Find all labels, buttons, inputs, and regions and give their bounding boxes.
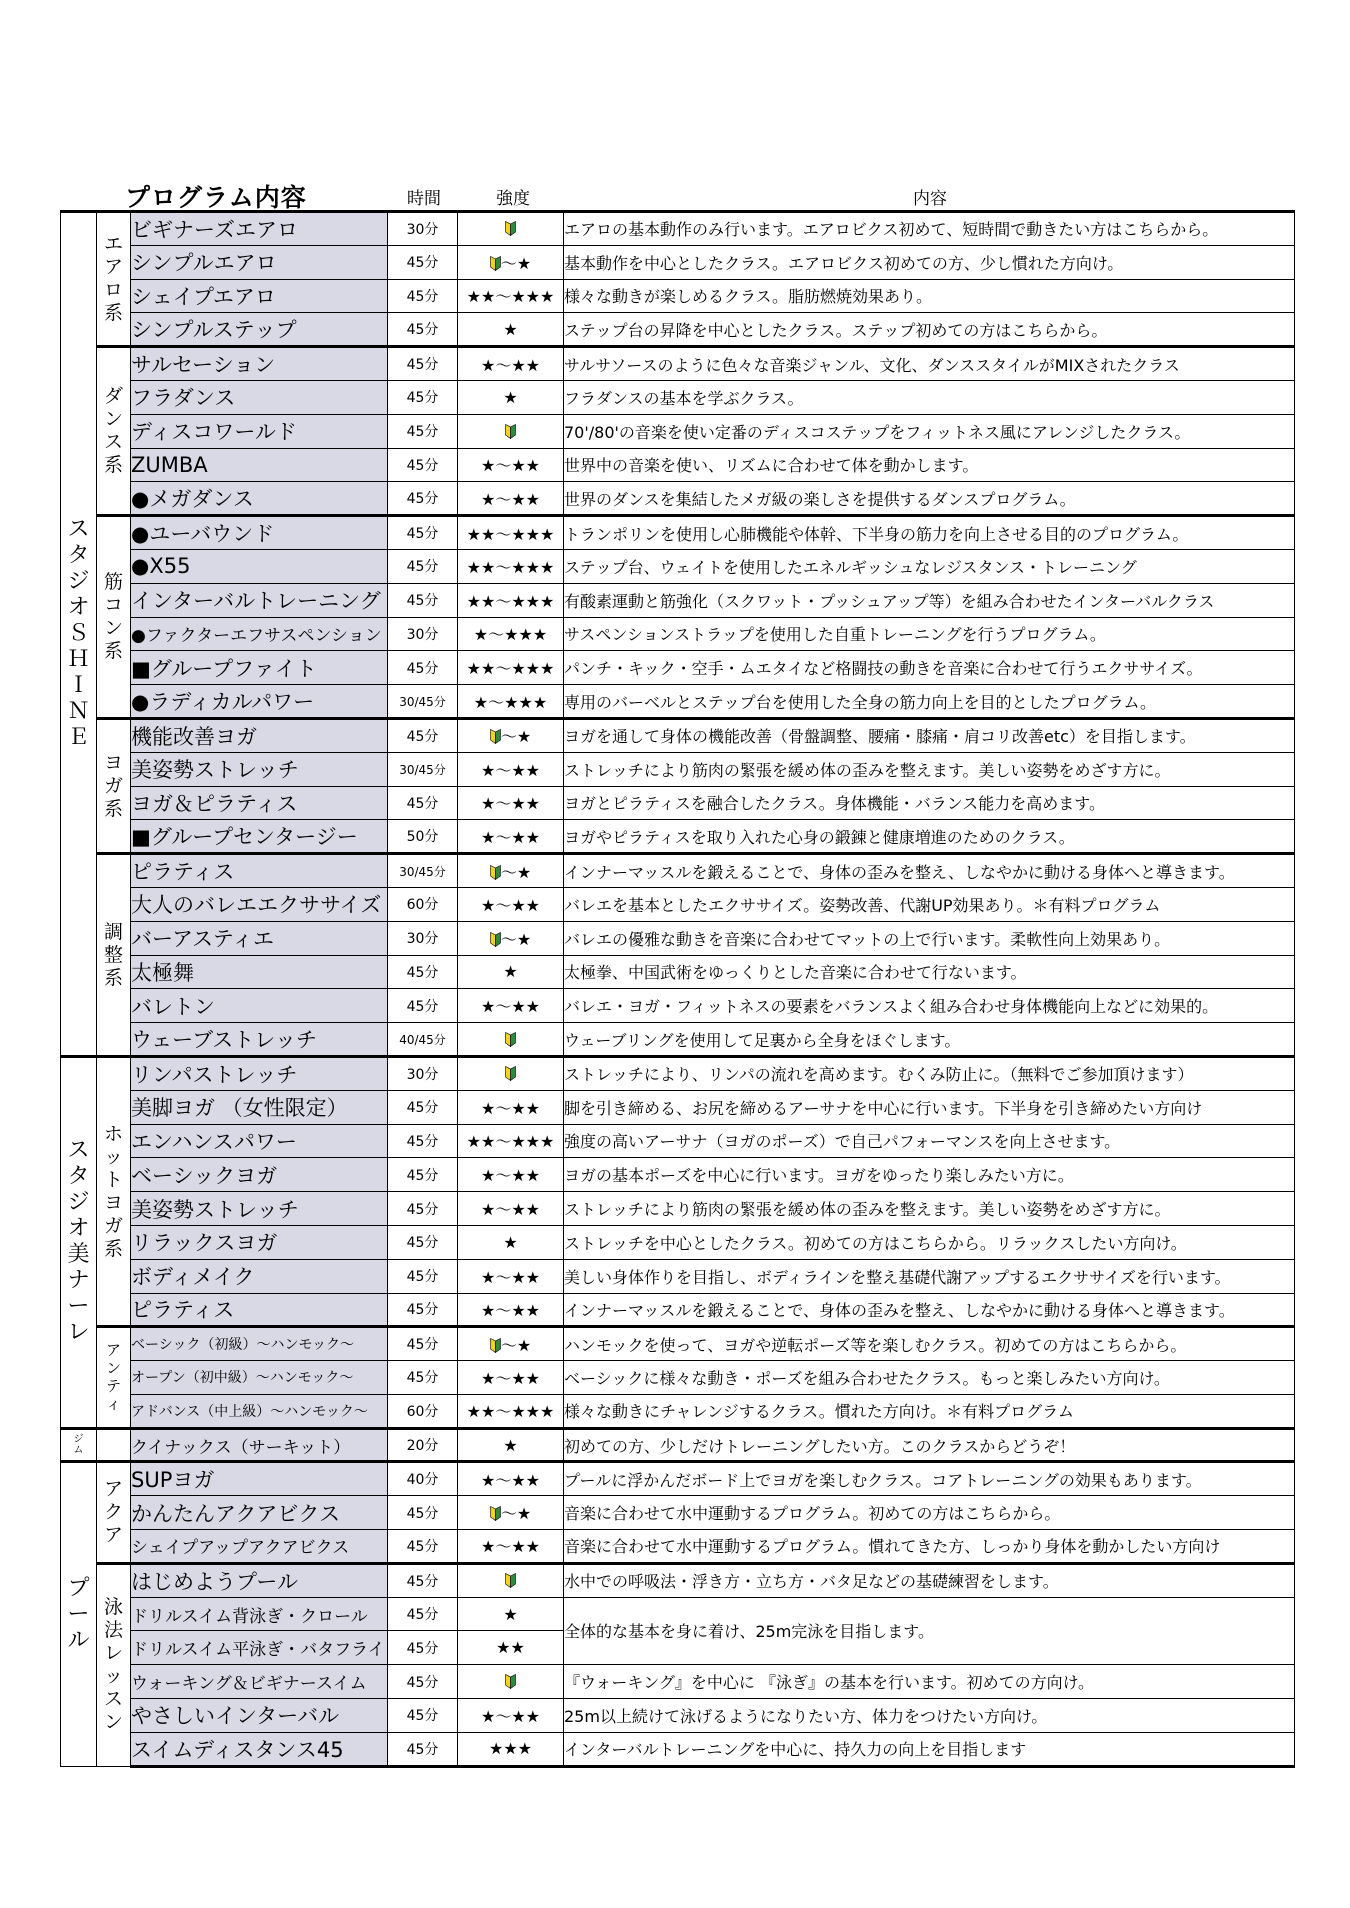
program-intensity [458, 549, 564, 583]
intensity-stars: ★～★★★ [473, 625, 548, 645]
program-description: 世界のダンスを集結したメガ級の楽しさを提供するダンスプログラム。 [564, 482, 1295, 516]
intensity-stars: ★★～★★★ [466, 591, 555, 611]
program-description: バレエを基本としたエクササイズ。姿勢改善、代謝UP効果あり。＊有料プログラム [564, 887, 1295, 921]
program-description: 『ウォーキング』を中心に 『泳ぎ』の基本を行います。初めての方向け。 [564, 1665, 1295, 1699]
table-row [61, 1530, 1295, 1564]
program-name: リラックスヨガ [131, 1225, 388, 1259]
program-intensity [458, 651, 564, 685]
table-row [61, 380, 1295, 414]
program-description: 様々な動きにチャレンジするクラス。慣れた方向け。＊有料プログラム [564, 1394, 1295, 1428]
intensity-stars: ★★～★★★ [466, 659, 555, 679]
table-row [61, 1090, 1295, 1124]
program-description: ステップ台の昇降を中心としたクラス。ステップ初めての方はこちらから。 [564, 313, 1295, 347]
program-name: ビギナーズエアロ [131, 212, 388, 246]
program-intensity [458, 1124, 564, 1158]
program-time: 45分 [388, 1665, 458, 1699]
table-row [61, 549, 1295, 583]
table-row [61, 1732, 1295, 1766]
program-time: 45分 [388, 1293, 458, 1327]
column-header-intensity: 強度 [496, 189, 530, 209]
intensity-stars: ★～★★ [480, 489, 541, 509]
program-description: インナーマッスルを鍛えることで、身体の歪みを整え、しなやかに動ける身体へと導きます。 [564, 1293, 1295, 1327]
program-intensity [458, 1732, 564, 1766]
table-row [61, 887, 1295, 921]
table-row [61, 617, 1295, 651]
program-intensity [458, 887, 564, 921]
program-description: 世界中の音楽を使い、リズムに合わせて体を動かします。 [564, 448, 1295, 482]
program-time: 60分 [388, 887, 458, 921]
program-time: 50分 [388, 820, 458, 854]
intensity-stars: ～★ [500, 1335, 532, 1355]
program-name: アドバンス（中上級）～ハンモック～ [131, 1394, 388, 1428]
category-label: ヨ ガ 系 [97, 718, 131, 853]
intensity-stars: ★～★★ [480, 895, 541, 915]
program-time: 60分 [388, 1394, 458, 1428]
program-name: ●ユーバウンド [131, 516, 388, 550]
table-row [61, 279, 1295, 313]
program-description: ストレッチにより、リンパの流れを高めます。むくみ防止に。（無料でご参加頂けます） [564, 1056, 1295, 1090]
program-intensity [458, 718, 564, 752]
program-description: プールに浮かんだボード上でヨガを楽しむクラス。コアトレーニングの効果もあります。 [564, 1462, 1295, 1496]
intensity-stars: ★★ [496, 1638, 525, 1658]
program-name: インターバルトレーニング [131, 583, 388, 617]
program-time: 45分 [388, 279, 458, 313]
program-description: 音楽に合わせて水中運動するプログラム。慣れてきた方、しっかり身体を動かしたい方向け [564, 1530, 1295, 1564]
table-row [61, 989, 1295, 1023]
program-intensity [458, 279, 564, 313]
program-description: ストレッチにより筋肉の緊張を緩め体の歪みを整えます。美しい姿勢をめざす方に。 [564, 752, 1295, 786]
program-intensity [458, 1192, 564, 1226]
table-row [61, 651, 1295, 685]
program-time: 45分 [388, 1496, 458, 1530]
page-title: プログラム内容 [125, 183, 307, 212]
program-time: 30分 [388, 1056, 458, 1090]
table-row [61, 583, 1295, 617]
program-time: 45分 [388, 955, 458, 989]
program-time: 40/45分 [388, 1023, 458, 1057]
program-intensity [458, 1496, 564, 1530]
beginner-mark-icon [490, 729, 501, 744]
program-description: ヨガを通して身体の機能改善（骨盤調整、腰痛・膝痛・肩コリ改善etc）を目指します。 [564, 718, 1295, 752]
program-description: 美しい身体作りを目指し、ボディラインを整え基礎代謝アップするエクササイズを行います。 [564, 1259, 1295, 1293]
program-intensity [458, 583, 564, 617]
category-label: 調 整 系 [97, 854, 131, 1057]
table-row [61, 1394, 1295, 1428]
program-description: ヨガやピラティスを取り入れた心身の鍛錬と健康増進のためのクラス。 [564, 820, 1295, 854]
program-description: 専用のバーベルとステップ台を使用した全身の筋力向上を目的としたプログラム。 [564, 685, 1295, 719]
program-description: 有酸素運動と筋強化（スクワット・プッシュアップ等）を組み合わせたインターバルクラス [564, 583, 1295, 617]
program-time: 45分 [388, 414, 458, 448]
beginner-mark-icon [490, 932, 501, 947]
program-name: 機能改善ヨガ [131, 718, 388, 752]
program-name: 太極舞 [131, 955, 388, 989]
table-row [61, 1699, 1295, 1733]
program-name: バレトン [131, 989, 388, 1023]
category-label [97, 1428, 131, 1462]
program-time: 45分 [388, 347, 458, 381]
table-row [61, 1428, 1295, 1462]
program-time: 30分 [388, 617, 458, 651]
table-row [61, 955, 1295, 989]
program-intensity [458, 1293, 564, 1327]
program-intensity [458, 380, 564, 414]
program-name: ●ラディカルパワー [131, 685, 388, 719]
program-name: リンパストレッチ [131, 1056, 388, 1090]
studio-label: プ ー ル [61, 1462, 97, 1766]
program-time: 30分 [388, 212, 458, 246]
beginner-mark-icon [505, 1066, 516, 1081]
studio-label: ス タ ジ オ 美 ナ ー レ [61, 1056, 97, 1428]
table-row [61, 1259, 1295, 1293]
category-label: ア ク ア [97, 1462, 131, 1563]
program-description: インターバルトレーニングを中心に、持久力の向上を目指します [564, 1732, 1295, 1766]
program-intensity [458, 1225, 564, 1259]
intensity-stars: ★～★★★ [473, 692, 548, 712]
program-time: 45分 [388, 1699, 458, 1733]
program-time: 45分 [388, 1124, 458, 1158]
program-name: ZUMBA [131, 448, 388, 482]
table-row [61, 1665, 1295, 1699]
program-description: ストレッチにより筋肉の緊張を緩め体の歪みを整えます。美しい姿勢をめざす方に。 [564, 1192, 1295, 1226]
program-name: 美脚ヨガ （女性限定） [131, 1090, 388, 1124]
program-name: ■グループセンタージー [131, 820, 388, 854]
program-time: 45分 [388, 448, 458, 482]
program-intensity [458, 685, 564, 719]
intensity-stars: ★～★★ [480, 1706, 541, 1726]
intensity-stars: ★★～★★★ [466, 287, 555, 307]
program-intensity [458, 313, 564, 347]
intensity-stars: ★ [503, 962, 518, 982]
program-intensity [458, 212, 564, 246]
program-name: シェイプエアロ [131, 279, 388, 313]
column-header-time: 時間 [407, 189, 441, 209]
program-description: ヨガの基本ポーズを中心に行います。ヨガをゆったり楽しみたい方に。 [564, 1158, 1295, 1192]
intensity-stars: ★～★★ [480, 1470, 541, 1490]
intensity-stars: ～★ [500, 727, 532, 747]
intensity-stars: ★～★★ [480, 997, 541, 1017]
category-label: ダ ン ス 系 [97, 347, 131, 516]
table-row [61, 718, 1295, 752]
program-intensity [458, 1090, 564, 1124]
table-row [61, 1597, 1295, 1631]
program-time: 45分 [388, 1327, 458, 1361]
program-description: 強度の高いアーサナ（ヨガのポーズ）で自己パフォーマンスを向上させます。 [564, 1124, 1295, 1158]
program-description: 音楽に合わせて水中運動するプログラム。初めての方はこちらから。 [564, 1496, 1295, 1530]
program-name: スイムディスタンス45 [131, 1732, 388, 1766]
program-name: SUPヨガ [131, 1462, 388, 1496]
program-description: トランポリンを使用し心肺機能や体幹、下半身の筋力を向上させる目的のプログラム。 [564, 516, 1295, 550]
program-time: 45分 [388, 1259, 458, 1293]
program-intensity [458, 1597, 564, 1631]
beginner-mark-icon [490, 1506, 501, 1521]
intensity-stars: ★～★★ [480, 827, 541, 847]
program-description: サスペンションストラップを使用した自重トレーニングを行うプログラム。 [564, 617, 1295, 651]
table-row [61, 1496, 1295, 1530]
intensity-stars: ～★ [500, 929, 532, 949]
beginner-mark-icon [490, 865, 501, 880]
intensity-stars: ～★ [500, 1504, 532, 1524]
program-name: ■グループファイト [131, 651, 388, 685]
program-description: 基本動作を中心としたクラス。エアロビクス初めての方、少し慣れた方向け。 [564, 245, 1295, 279]
program-intensity [458, 347, 564, 381]
program-name: シェイプアップアクアビクス [131, 1530, 388, 1564]
program-time: 45分 [388, 482, 458, 516]
intensity-stars: ★ [503, 387, 518, 407]
intensity-stars: ★～★★ [480, 760, 541, 780]
table-row [61, 313, 1295, 347]
program-intensity [458, 1428, 564, 1462]
beginner-mark-icon [505, 1573, 516, 1588]
program-intensity [458, 617, 564, 651]
intensity-stars: ～★ [500, 253, 532, 273]
intensity-stars: ★～★★ [480, 1098, 541, 1118]
program-time: 45分 [388, 1158, 458, 1192]
program-intensity [458, 1056, 564, 1090]
table-row [61, 1293, 1295, 1327]
program-time: 30/45分 [388, 854, 458, 888]
program-time: 45分 [388, 989, 458, 1023]
intensity-stars: ★～★★ [480, 794, 541, 814]
program-intensity [458, 1023, 564, 1057]
program-description: 太極拳、中国武術をゆっくりとした音楽に合わせて行ないます。 [564, 955, 1295, 989]
intensity-stars: ★★～★★★ [466, 1402, 555, 1422]
program-description: ストレッチを中心としたクラス。初めての方はこちらから。リラックスしたい方向け。 [564, 1225, 1295, 1259]
program-intensity [458, 1394, 564, 1428]
program-time: 20分 [388, 1428, 458, 1462]
program-time: 45分 [388, 549, 458, 583]
program-description: 脚を引き締める、お尻を締めるアーサナを中心に行います。下半身を引き締めたい方向け [564, 1090, 1295, 1124]
program-intensity [458, 1158, 564, 1192]
program-name: シンプルエアロ [131, 245, 388, 279]
table-row [61, 752, 1295, 786]
program-description: インナーマッスルを鍛えることで、身体の歪みを整え、しなやかに動ける身体へと導きます。 [564, 854, 1295, 888]
program-name: シンプルステップ [131, 313, 388, 347]
program-time: 45分 [388, 245, 458, 279]
program-intensity [458, 989, 564, 1023]
program-name: ●X55 [131, 549, 388, 583]
program-intensity [458, 955, 564, 989]
program-name: フラダンス [131, 380, 388, 414]
program-intensity [458, 1361, 564, 1395]
program-time: 45分 [388, 1631, 458, 1665]
program-description: 全体的な基本を身に着け、25m完泳を目指します。 [564, 1597, 1295, 1665]
program-time: 45分 [388, 516, 458, 550]
program-name: はじめようプール [131, 1563, 388, 1597]
program-description: エアロの基本動作のみ行います。エアロビクス初めて、短時間で動きたい方はこちらから。 [564, 212, 1295, 246]
intensity-stars: ★～★★ [480, 1267, 541, 1287]
intensity-stars: ★～★★ [480, 1368, 541, 1388]
program-time: 45分 [388, 1192, 458, 1226]
program-description: 水中での呼吸法・浮き方・立ち方・バタ足などの基礎練習をします。 [564, 1563, 1295, 1597]
table-row [61, 1124, 1295, 1158]
beginner-mark-icon [505, 424, 516, 439]
program-intensity [458, 1530, 564, 1564]
program-intensity [458, 482, 564, 516]
category-label: 泳 法 レ ッ ス ン [97, 1563, 131, 1766]
studio-label: ジ ム [61, 1428, 97, 1462]
program-name: ウォーキング＆ビギナースイム [131, 1665, 388, 1699]
program-intensity [458, 516, 564, 550]
program-time: 45分 [388, 313, 458, 347]
intensity-stars: ～★ [500, 862, 532, 882]
program-time: 45分 [388, 1732, 458, 1766]
program-name: ドリルスイム背泳ぎ・クロール [131, 1597, 388, 1631]
program-intensity [458, 1699, 564, 1733]
program-name: エンハンスパワー [131, 1124, 388, 1158]
beginner-mark-icon [505, 1674, 516, 1689]
program-name: クイナックス（サーキット） [131, 1428, 388, 1462]
intensity-stars: ★★～★★★ [466, 557, 555, 577]
program-time: 45分 [388, 1361, 458, 1395]
program-intensity [458, 245, 564, 279]
category-label: エ ア ロ 系 [97, 212, 131, 347]
program-time: 45分 [388, 1090, 458, 1124]
table-row [61, 1462, 1295, 1496]
table-row [61, 1023, 1295, 1057]
program-name: やさしいインターバル [131, 1699, 388, 1733]
program-name: ベーシックヨガ [131, 1158, 388, 1192]
program-intensity [458, 1327, 564, 1361]
program-description: バレエの優雅な動きを音楽に合わせてマットの上で行います。柔軟性向上効果あり。 [564, 921, 1295, 955]
program-intensity [458, 1665, 564, 1699]
program-description: 25m以上続けて泳げるようになりたい方、体力をつけたい方向け。 [564, 1699, 1295, 1733]
table-row [61, 516, 1295, 550]
program-time: 30/45分 [388, 752, 458, 786]
program-name: ベーシック（初級）～ハンモック～ [131, 1327, 388, 1361]
program-name: ヨガ＆ピラティス [131, 786, 388, 820]
program-intensity [458, 1631, 564, 1665]
program-time: 45分 [388, 583, 458, 617]
program-description: フラダンスの基本を学ぶクラス。 [564, 380, 1295, 414]
category-label: ア ン テ ィ [97, 1327, 131, 1428]
program-description: ウェーブリングを使用して足裏から全身をほぐします。 [564, 1023, 1295, 1057]
intensity-stars: ★★～★★★ [466, 1132, 555, 1152]
intensity-stars: ★ [503, 1604, 518, 1624]
program-description: バレエ・ヨガ・フィットネスの要素をバランスよく組み合わせ身体機能向上などに効果的。 [564, 989, 1295, 1023]
table-row [61, 1192, 1295, 1226]
intensity-stars: ★～★★ [480, 1200, 541, 1219]
program-name: ディスコワールド [131, 414, 388, 448]
beginner-mark-icon [490, 256, 501, 271]
program-time: 45分 [388, 1563, 458, 1597]
program-description: パンチ・キック・空手・ムエタイなど格闘技の動きを音楽に合わせて行うエクササイズ。 [564, 651, 1295, 685]
program-name: オープン（初中級）～ハンモック～ [131, 1361, 388, 1395]
table-row [61, 1158, 1295, 1192]
program-intensity [458, 1259, 564, 1293]
category-label: 筋 コ ン 系 [97, 516, 131, 719]
program-description: ステップ台、ウェイトを使用したエネルギッシュなレジスタンス・トレーニング [564, 549, 1295, 583]
program-name: バーアスティエ [131, 921, 388, 955]
program-name: ●メガダンス [131, 482, 388, 516]
program-time: 45分 [388, 651, 458, 685]
program-time: 30/45分 [388, 685, 458, 719]
program-intensity [458, 786, 564, 820]
program-description: ヨガとピラティスを融合したクラス。身体機能・バランス能力を高めます。 [564, 786, 1295, 820]
program-name: 美姿勢ストレッチ [131, 1192, 388, 1226]
program-name: ピラティス [131, 1293, 388, 1327]
program-time: 45分 [388, 380, 458, 414]
table-row [61, 820, 1295, 854]
studio-label: ス タ ジ オ Ｓ Ｈ Ｉ Ｎ Ｅ [61, 212, 97, 1057]
intensity-stars: ★ [503, 319, 518, 339]
program-intensity [458, 448, 564, 482]
program-name: かんたんアクアビクス [131, 1496, 388, 1530]
program-description: ベーシックに様々な動き・ポーズを組み合わせたクラス。もっと楽しみたい方向け。 [564, 1361, 1295, 1395]
program-table [60, 210, 1295, 1768]
intensity-stars: ★★～★★★ [466, 524, 555, 544]
table-row [61, 448, 1295, 482]
intensity-stars: ★～★★ [480, 1166, 541, 1186]
intensity-stars: ★★★ [488, 1739, 533, 1759]
table-row [61, 1563, 1295, 1597]
beginner-mark-icon [505, 1032, 516, 1047]
table-row [61, 1361, 1295, 1395]
program-time: 45分 [388, 718, 458, 752]
intensity-stars: ★～★★ [480, 1537, 541, 1557]
table-row [61, 347, 1295, 381]
program-intensity [458, 921, 564, 955]
program-intensity [458, 854, 564, 888]
program-description: 様々な動きが楽しめるクラス。脂肪燃焼効果あり。 [564, 279, 1295, 313]
program-intensity [458, 820, 564, 854]
beginner-mark-icon [505, 221, 516, 236]
program-time: 45分 [388, 1530, 458, 1564]
program-name: ボディメイク [131, 1259, 388, 1293]
table-row [61, 1056, 1295, 1090]
table-row [61, 1225, 1295, 1259]
program-description: ハンモックを使って、ヨガや逆転ポーズ等を楽しむクラス。初めての方はこちらから。 [564, 1327, 1295, 1361]
program-name: ドリルスイム平泳ぎ・バタフライ [131, 1631, 388, 1665]
program-time: 45分 [388, 1597, 458, 1631]
intensity-stars: ★ [503, 1435, 518, 1455]
program-name: 美姿勢ストレッチ [131, 752, 388, 786]
program-intensity [458, 752, 564, 786]
table-row [61, 1327, 1295, 1361]
intensity-stars: ★～★★ [480, 355, 541, 375]
program-name: ●ファクターエフサスペンション [131, 617, 388, 651]
program-name: サルセーション [131, 347, 388, 381]
program-intensity [458, 414, 564, 448]
category-label: ホ ッ ト ヨ ガ 系 [97, 1056, 131, 1326]
table-row [61, 245, 1295, 279]
table-row [61, 921, 1295, 955]
intensity-stars: ★～★★ [480, 456, 541, 476]
program-intensity [458, 1462, 564, 1496]
table-row [61, 482, 1295, 516]
program-name: ウェーブストレッチ [131, 1023, 388, 1057]
column-header-content: 内容 [913, 189, 947, 209]
program-time: 30分 [388, 921, 458, 955]
table-row [61, 212, 1295, 246]
program-time: 45分 [388, 1225, 458, 1259]
table-row [61, 786, 1295, 820]
table-row [61, 854, 1295, 888]
program-description: 初めての方、少しだけトレーニングしたい方。このクラスからどうぞ！ [564, 1428, 1295, 1462]
program-intensity [458, 1563, 564, 1597]
table-row [61, 685, 1295, 719]
program-name: 大人のバレエエクササイズ [131, 887, 388, 921]
program-name: ピラティス [131, 854, 388, 888]
program-description: サルサソースのように色々な音楽ジャンル、文化、ダンススタイルがMIXされたクラス [564, 347, 1295, 381]
intensity-stars: ★～★★ [480, 1300, 541, 1320]
program-time: 45分 [388, 786, 458, 820]
program-time: 40分 [388, 1462, 458, 1496]
intensity-stars: ★ [503, 1232, 518, 1252]
table-row [61, 414, 1295, 448]
program-description: 70'/80'の音楽を使い定番のディスコステップをフィットネス風にアレンジしたクラス。 [564, 414, 1295, 448]
beginner-mark-icon [490, 1338, 501, 1353]
